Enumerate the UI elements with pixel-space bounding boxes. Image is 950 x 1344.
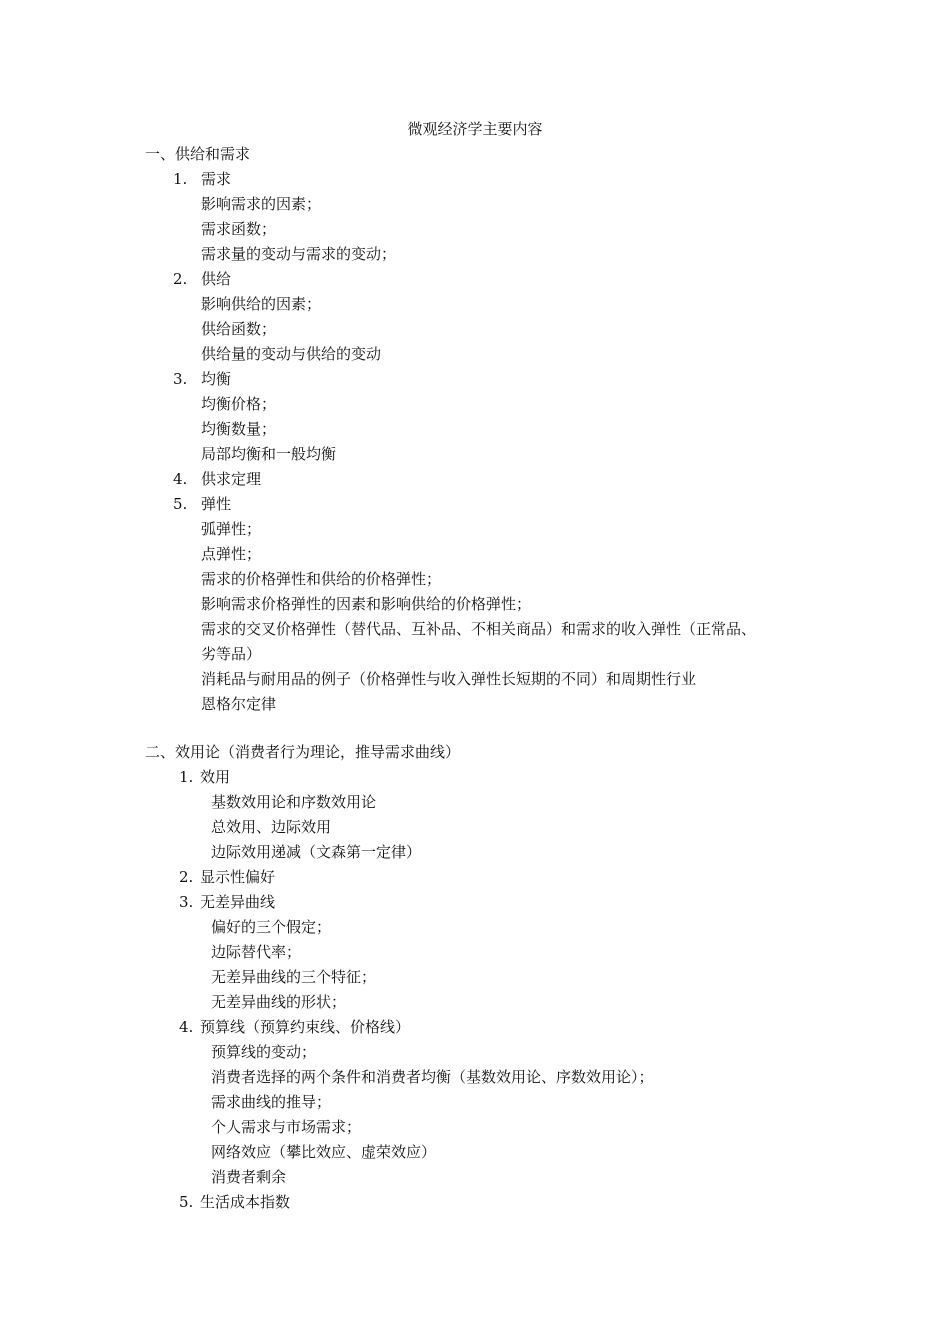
list-item: 影响需求的因素；: [201, 195, 322, 213]
list-item: 需求曲线的推导；: [211, 1093, 332, 1111]
item-number: 4.: [173, 470, 188, 488]
item-label: 供给: [201, 270, 232, 288]
list-item: 影响供给的因素；: [201, 295, 322, 313]
document-title: 微观经济学主要内容: [407, 120, 543, 138]
item-label: 供求定理: [201, 470, 262, 488]
section-heading-supply-demand: 一、供给和需求: [145, 145, 251, 163]
list-item: 恩格尔定律: [201, 695, 277, 713]
section-heading-utility-theory: 二、效用论（消费者行为理论，推导需求曲线）: [145, 743, 461, 761]
list-item: 均衡价格；: [201, 395, 277, 413]
list-item: 劣等品）: [201, 645, 262, 663]
item-number: 3.: [173, 370, 188, 388]
item-supply: [173, 267, 231, 292]
list-item: 消费者选择的两个条件和消费者均衡（基数效用论、序数效用论）；: [211, 1068, 654, 1086]
list-item: 偏好的三个假定；: [211, 918, 332, 936]
list-item: 个人需求与市场需求；: [211, 1118, 362, 1136]
list-item: 供给量的变动与供给的变动: [201, 345, 382, 363]
list-item: 供给函数；: [201, 320, 277, 338]
item-number: 2.: [173, 270, 188, 288]
item-label: 均衡: [201, 370, 232, 388]
item-utility: [179, 765, 230, 790]
item-number: 1.: [179, 768, 194, 786]
list-item: 无差异曲线的三个特征；: [211, 968, 377, 986]
item-label: 生活成本指数: [200, 1193, 291, 1211]
list-item: 弧弹性；: [201, 520, 262, 538]
item-label: 效用: [200, 768, 231, 786]
item-label: 显示性偏好: [200, 868, 276, 886]
list-item: 点弹性；: [201, 545, 262, 563]
item-label: 无差异曲线: [200, 893, 276, 911]
item-number: 1.: [173, 170, 188, 188]
item-equilibrium: [173, 367, 231, 392]
item-label: 预算线（预算约束线、价格线）: [200, 1018, 411, 1036]
list-item: 消费者剩余: [211, 1168, 287, 1186]
item-indifference-curve: [179, 890, 275, 915]
item-number: 5.: [179, 1193, 194, 1211]
list-item: 总效用、边际效用: [211, 818, 332, 836]
item-budget-line: [179, 1015, 410, 1040]
item-revealed-preference: [179, 865, 275, 890]
list-item: 边际效用递减（文森第一定律）: [211, 843, 422, 861]
item-label: 需求: [201, 170, 232, 188]
item-demand: [173, 167, 231, 192]
list-item: 需求函数；: [201, 220, 277, 238]
item-number: 2.: [179, 868, 194, 886]
list-item: 网络效应（攀比效应、虚荣效应）: [211, 1143, 437, 1161]
list-item: 预算线的变动；: [211, 1043, 317, 1061]
list-item: 无差异曲线的形状；: [211, 993, 347, 1011]
item-cost-of-living-index: [179, 1190, 290, 1215]
item-supply-demand-law: [173, 467, 261, 492]
list-item: 需求量的变动与需求的变动；: [201, 245, 397, 263]
item-number: 5.: [173, 495, 188, 513]
list-item: 局部均衡和一般均衡: [201, 445, 337, 463]
list-item: 需求的交叉价格弹性（替代品、互补品、不相关商品）和需求的收入弹性（正常品、: [201, 620, 757, 638]
list-item: 需求的价格弹性和供给的价格弹性；: [201, 570, 442, 588]
item-number: 4.: [179, 1018, 194, 1036]
list-item: 边际替代率；: [211, 943, 302, 961]
item-label: 弹性: [201, 495, 232, 513]
item-elasticity: [173, 492, 231, 517]
list-item: 基数效用论和序数效用论: [211, 793, 377, 811]
list-item: 均衡数量；: [201, 420, 277, 438]
list-item: 消耗品与耐用品的例子（价格弹性与收入弹性长短期的不同）和周期性行业: [201, 670, 697, 688]
list-item: 影响需求价格弹性的因素和影响供给的价格弹性；: [201, 595, 532, 613]
item-number: 3.: [179, 893, 194, 911]
